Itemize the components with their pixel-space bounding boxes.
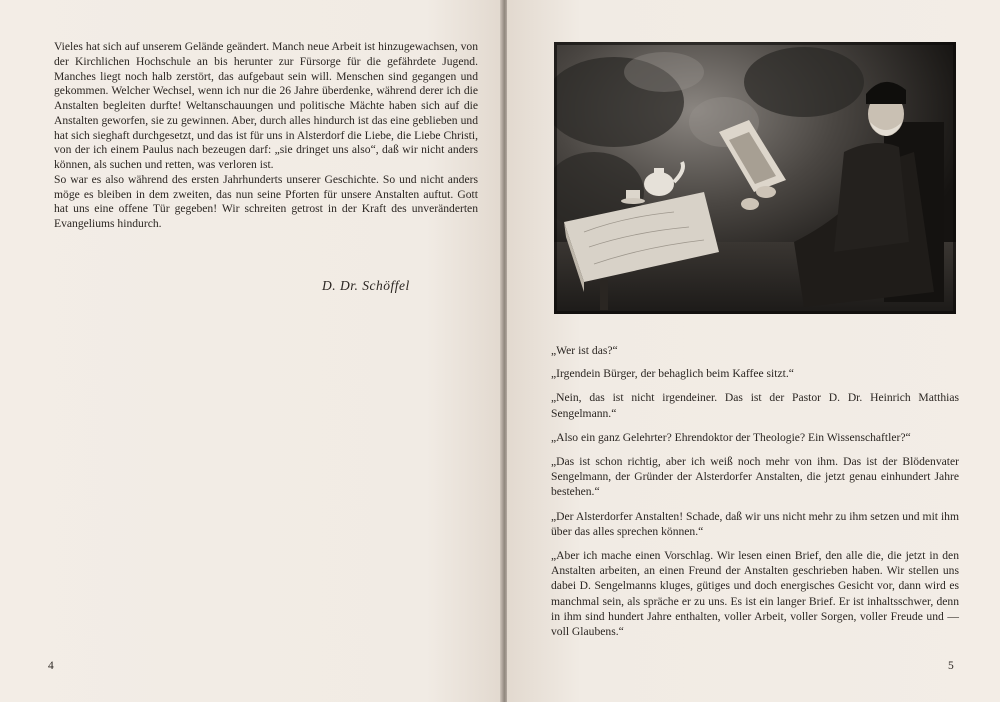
left-paragraph-1: Vieles hat sich auf unserem Gelände geändert. Manch neue Arbeit ist hinzugewachsen, von der Kirchlichen Hochschule an bis herunter zur Fürsorge für die gefährdete Jugend. Manches liegt noch halb zerstört, das aufgebaut sein will. Menschen sind gegangen und gekommen. Welcher Wechsel, wenn ich nur die 26 Jahre überdenke, während derer ich die Anstalten begleiten durfte! Weltanschauungen und politische Mächte haben sich auf die Anstalten geworfen, sie zu gewinnen. Aber, durch alles hindurch ist das eine geblieben und hat sich sieghaft durchgesetzt, und das ist für uns in Alsterdorf die Liebe, die Liebe Christi, von der ich einem Paulus nach bezeugen darf: „sie dringet uns also“, daß wir nicht anders können, als suchen und retten, was verloren ist.	[54, 40, 478, 171]
page-number-left: 4	[48, 660, 54, 672]
left-paragraph-2: So war es also während des ersten Jahrhunderts unserer Geschichte. So und nicht anders möge es bleiben in dem zweiten, das nun seine Pforten für unsere Anstalten auftut. Gott hat uns eine offene Tür gegeben! Wir schreiten getrost in der Kraft des unveränderten Evangeliums hindurch.	[54, 172, 478, 230]
signature: D. Dr. Schöffel	[322, 278, 410, 293]
page-number-right: 5	[948, 660, 954, 672]
dialogue-line-7: „Aber ich mache einen Vorschlag. Wir lesen einen Brief, den alle die, die jetzt in den Anstalten arbeiten, an einen Freund der Anstalten geschrieben haben. Wir stellen uns dabei D. Sengelmanns kluges, gütiges und doch energisches Gesicht vor, dann wird es manchmal sein, als spräche er zu uns. Es ist ein langer Brief. Er ist inhaltsschwer, denn in ihm sind hundert Jahre enthalten, voller Arbeit, voller Sorgen, voller Freude und — voll Glaubens.“	[551, 549, 959, 639]
dialogue-text	[551, 343, 959, 648]
dialogue-line-4: „Also ein ganz Gelehrter? Ehrendoktor der Theologie? Ein Wissenschaftler?“	[551, 430, 911, 444]
dialogue-line-6: „Der Alsterdorfer Anstalten! Schade, daß wir uns nicht mehr zu ihm setzen und mit ihm über das alles sprechen können.“	[551, 509, 959, 538]
dialogue-line-5: „Das ist schon richtig, aber ich weiß noch mehr von ihm. Das ist der Blödenvater Sengelmann, der Gründer der Alsterdorfer Anstalten, die jetzt genau einhundert Jahre bestehen.“	[551, 455, 959, 499]
portrait-photo-icon	[554, 42, 956, 314]
dialogue-line-2: „Irgendein Bürger, der behaglich beim Kaffee sitzt.“	[551, 367, 794, 381]
left-body-text	[54, 40, 478, 232]
dialogue-line-3: „Nein, das ist nicht irgendeiner. Das ist der Pastor D. Dr. Heinrich Matthias Sengelmann.“	[551, 391, 959, 420]
dialogue-line-1: „Wer ist das?“	[551, 344, 618, 357]
